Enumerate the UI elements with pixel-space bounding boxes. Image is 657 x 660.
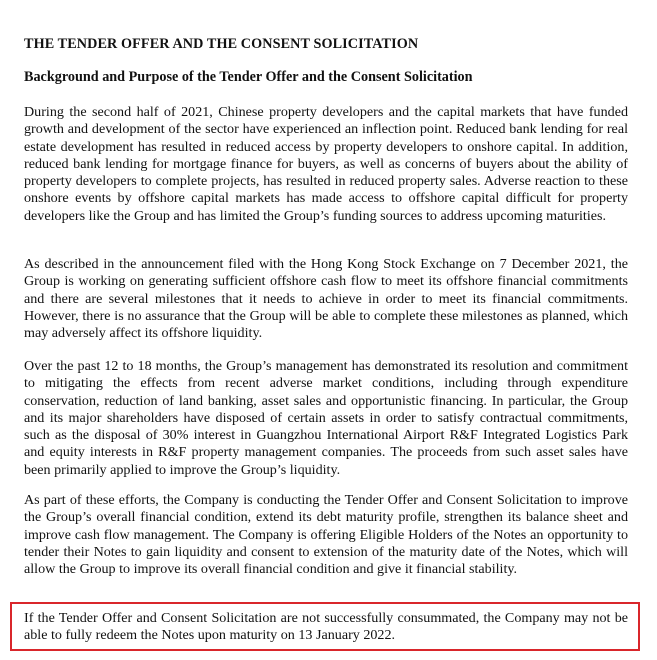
section-title: THE TENDER OFFER AND THE CONSENT SOLICITATION — [24, 36, 419, 52]
paragraph-risk-highlighted: If the Tender Offer and Consent Solicitation are not successfully consummated, the Company may not be able to fully redeem the Notes upon maturity on 13 January 2022. — [24, 610, 628, 644]
section-subtitle: Background and Purpose of the Tender Offer and the Consent Solicitation — [24, 69, 473, 85]
paragraph-purpose: As part of these efforts, the Company is conducting the Tender Offer and Consent Solicitation to improve the Group’s overall financial condition, extend its debt maturity profile, strengthen its balance sheet and improve cash flow management. The Company is offering Eligible Holders of the Notes an opportunity to tender their Notes to gain liquidity and consent to extension of the maturity date of the Notes, which will allow the Group to improve its overall financial condition and give it financial stability. — [24, 492, 628, 577]
highlight-box — [10, 602, 640, 651]
paragraph-background: During the second half of 2021, Chinese property developers and the capital markets that have funded growth and development of the sector have experienced an inflection point. Reduced bank lending for real estate development has resulted in reduced access by property developers to onshore capital. In addition, reduced bank lending for mortgage finance for buyers, as well as concerns of buyers about the ability of property developers to complete projects, has resulted in reduced property sales. Adverse reaction to these onshore events by offshore capital markets has made access to offshore capital difficult for property developers like the Group and has limited the Group’s funding sources to address upcoming maturities. — [24, 104, 628, 224]
paragraph-management-actions: Over the past 12 to 18 months, the Group’s management has demonstrated its resolution and commitment to mitigating the effects from recent adverse market conditions, including through expenditure conservation, reduction of land banking, asset sales and opportunistic financing. In particular, the Group and its major shareholders have disposed of certain assets in order to satisfy contractual commitments, such as the disposal of 30% interest in Guangzhou International Airport R&F Integrated Logistics Park and equity interests in R&F property management companies. The proceeds from such asset sales have been primarily applied to improve the Group’s liquidity. — [24, 358, 628, 478]
paragraph-announcement: As described in the announcement filed with the Hong Kong Stock Exchange on 7 December 2021, the Group is working on generating sufficient offshore cash flow to meet its offshore financial commitments and there are several milestones that it needs to achieve in order to meet its financial commitments. However, there is no assurance that the Group will be able to complete these milestones as planned, which may adversely affect its offshore liquidity. — [24, 256, 628, 341]
